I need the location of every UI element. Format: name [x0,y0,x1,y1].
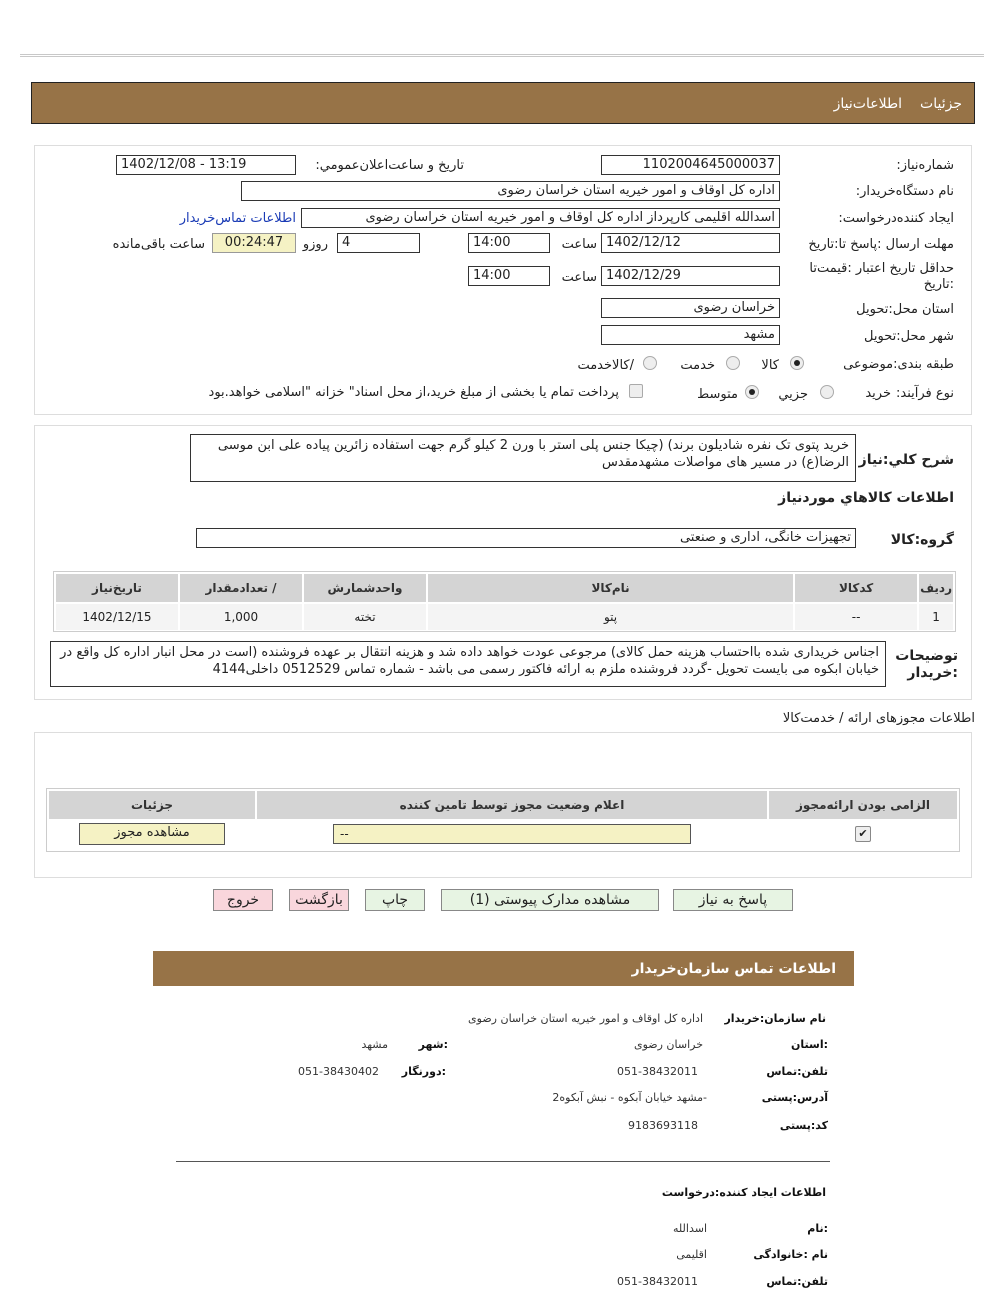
permit-required-cell [769,821,957,847]
deadline-time-field: 14:00 [468,233,550,253]
creator-phone-value: 051-38432011 [617,1275,698,1288]
creator-family-value: اقلیمی [676,1248,707,1261]
permit-status-field[interactable]: -- [333,824,691,844]
buyer-notes-text: اجناس خریداری شده بااحتساب هزینه حمل کالای) مرجوعی عودت خواهد داده شد و هزینه انتقال بر عهده فروشنده (است در محل انبار اداره کل واقع در خیابان ابکوه می بایست تحویل -گردد فروشنده ملزم به ارائه فاکتور رسمی می باشد - شماره تماس 0512529 داخلی4144 [50,641,886,687]
province-field: خراسان رضوی [601,298,780,318]
contact-fax-value: 051-38430402 [298,1065,379,1078]
contact-org-label: نام سازمان:خریدار [724,1012,826,1025]
contact-phone-value: 051-38432011 [617,1065,698,1078]
contact-postal-label: کد:پستی [779,1119,828,1132]
top-divider [20,54,984,57]
table-row [56,604,953,630]
items-cell: 1,000 [180,604,302,630]
contact-phone-label: تلفن:تماس [766,1065,828,1078]
tab-need-info[interactable]: اطلاعات‌نیاز [833,96,902,112]
contact-org-value: اداره کل اوقاف و امور خیریه استان خراسان رضوی [468,1012,703,1025]
buyer-notes-label-1: توضیحات [895,648,958,664]
remaining-label: ساعت باقی‌مانده [112,237,205,252]
creator-field: اسدالله اقلیمی کارپرداز اداره کل اوقاف و امور خیریه استان خراسان رضوی [301,208,780,228]
treasury-payment-checkbox[interactable] [629,384,643,398]
reply-button[interactable]: پاسخ به نیاز [673,889,793,911]
permits-table-frame [46,788,960,852]
permits-col-details: جزئیات [49,791,255,819]
contact-city-label: :شهر [418,1038,448,1051]
items-table [54,572,955,632]
items-col-qty: / تعدادمقدار [180,574,302,602]
category-goods-radio[interactable] [790,356,804,370]
back-button[interactable]: بازگشت [289,889,349,911]
deadline-hour-label: ساعت [561,237,597,252]
remaining-timer: 00:24:47 [212,233,296,253]
items-col-code: کدکالا [795,574,917,602]
permit-required-checkbox[interactable]: ✔ [855,826,871,842]
province-label: استان محل:تحویل [856,302,954,317]
goods-group-field: تجهیزات خانگی، اداری و صنعتی [196,528,856,548]
attachments-button[interactable]: مشاهده مدارک پیوستی (1) [441,889,659,911]
tab-details[interactable]: جزئیات [920,96,962,112]
announce-field: 1402/12/08 - 13:19 [116,155,296,175]
deadline-label: مهلت ارسال :پاسخ تا:تاریخ [808,237,954,252]
permits-title: اطلاعات مجوزهای ارائه / خدمت‌کالا [782,711,975,726]
process-medium-label: متوسط [697,387,738,402]
creator-info-title: اطلاعات ایجاد کننده:درخواست [661,1186,826,1199]
price-valid-hour-label: ساعت [561,270,597,285]
contact-address-label: آدرس:پستی [761,1091,828,1104]
price-valid-label-2: :تاریخ [923,277,954,292]
creator-family-label: نام :خانوادگی [753,1248,828,1261]
creator-name-value: اسدالله [673,1222,707,1235]
contact-province-label: :استان [791,1038,828,1051]
items-col-unit: واحدشمارش [304,574,426,602]
items-col-row: رديف [919,574,953,602]
buyer-org-field: اداره کل اوقاف و امور خیریه استان خراسان رضوی [241,181,780,201]
need-number-label: شماره‌نیاز: [896,158,954,173]
items-col-name: نام‌کالا [428,574,793,602]
contact-header-bar [153,951,854,986]
deadline-date-field: 1402/12/12 [601,233,780,253]
process-buy-label: خرید [865,386,891,401]
days-field: 4 [337,233,420,253]
items-cell: -- [795,604,917,630]
exit-button[interactable]: خروج [213,889,273,911]
items-table-frame [53,571,956,632]
contact-province-value: خراسان رضوی [633,1038,703,1051]
price-valid-label: حداقل تاریخ اعتبار :قیمت‌تا [809,261,954,276]
description-label: شرح کلي:نياز [858,452,954,468]
process-medium-radio[interactable] [745,385,759,399]
permit-status-cell [257,821,767,847]
goods-group-label: گروه:کالا [890,532,954,548]
contact-fax-label: :دورنگار [401,1065,446,1078]
category-service-radio[interactable] [726,356,740,370]
days-label: روزو [302,237,328,252]
goods-info-heading: اطلاعات کالاهاي مورد‌نياز [778,490,954,506]
print-button[interactable]: چاپ [365,889,425,911]
buyer-notes-label-2: :خریدار [907,665,958,681]
permits-table [47,789,959,849]
items-col-date: تاریخ‌نیاز [56,574,178,602]
category-service-label: خدمت [680,358,715,373]
category-both-radio[interactable] [643,356,657,370]
contact-title: اطلاعات تماس سازمان‌خریدار [631,961,836,977]
creator-label: ایجاد کننده‌درخواست: [838,211,954,226]
process-minor-radio[interactable] [820,385,834,399]
details-header-bar [31,82,975,124]
category-goods-label: کالا [761,358,779,373]
items-cell: 1 [919,604,953,630]
items-cell: تخته [304,604,426,630]
price-valid-time-field: 14:00 [468,266,550,286]
price-valid-date-field: 1402/12/29 [601,266,780,286]
city-label: شهر محل:تحویل [864,329,954,344]
creator-name-label: :نام [807,1222,828,1235]
contact-city-value: مشهد [361,1038,388,1051]
announce-label: تاریخ و ساعت‌اعلان‌عمومي: [315,158,464,173]
table-row [49,821,957,847]
buyer-contact-link[interactable]: اطلاعات تماس‌خریدار [179,211,296,226]
treasury-payment-note: پرداخت تمام یا بخشی از مبلغ خرید،از محل اسناد" خزانه "اسلامی خواهد.بود [208,385,619,400]
items-cell: 1402/12/15 [56,604,178,630]
contact-address-value: -مشهد خیابان آبکوه - نبش آبکوه2 [552,1091,707,1104]
buyer-org-label: نام دستگاه‌خريدار: [855,184,954,199]
process-label: نوع فرآیند: [896,386,954,401]
need-number-field: 1102004645000037 [601,155,780,175]
permits-col-required: الزامی بودن ارائه‌مجوز [769,791,957,819]
view-permit-button[interactable]: مشاهده مجوز [79,823,225,845]
permit-details-cell [49,821,255,847]
category-both-label: /کالاخدمت [577,358,634,373]
category-label: طبقه بندی:موضوعی [843,357,954,372]
items-cell: پتو [428,604,793,630]
city-field: مشهد [601,325,780,345]
contact-postal-value: 9183693118 [628,1119,698,1132]
contact-divider [176,1161,830,1162]
creator-phone-label: تلفن:تماس [766,1275,828,1288]
permits-col-status: اعلام وضعیت مجوز توسط تامین کننده [257,791,767,819]
description-text: خرید پتوی تک نفره شادیلون برند) (چیکا جنس پلی استر با ورن 2 کیلو گرم جهت استفاده زائرین پیاده علی ابن موسی الرضا(ع) در مسیر های مواصلات مشهدمقدس [190,434,856,482]
process-minor-label: جزيي [778,387,808,402]
